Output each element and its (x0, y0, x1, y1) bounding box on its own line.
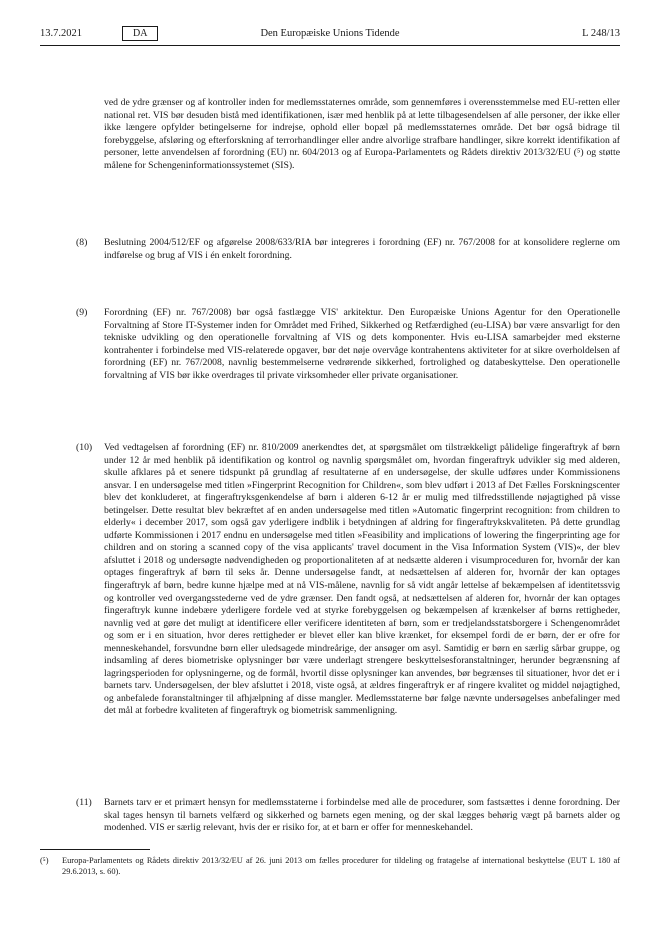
paragraph-continuation: ved de ydre grænser og af kontroller inden for medlemsstaternes område, som gennemføres i overensstemmelse med EU-retten eller national ret. VIS bør desuden bistå med identifikationen, især med henblik på at lette tilbagesendelsen af alle personer, der ikke eller ikke længere opfylder betingelserne for indrejse, ophold eller bopæl på medlemsstaternes område. Det bør også bidrage til forebyggelse, afsløring og efterforskning af terrorhandlinger eller andre alvorlige strafbare handlinger, sikre korrekt identifikation af personer, lette anvendelsen af forordning (EU) nr. 604/2013 og af Europa-Parlamentets og Rådets direktiv 2013/32/EU (⁵) og støtte målene for Schengeninformationssystemet (SIS). (104, 97, 620, 171)
footnote-mark: (⁵) (40, 856, 49, 865)
page-reference: L 248/13 (582, 28, 620, 39)
page-header (40, 26, 620, 42)
paragraph-11: Barnets tarv er et primært hensyn for medlemsstaterne i forbindelse med alle de procedurer, som fastsættes i denne forordning. Der skal tages hensyn til barnets velfærd og sikkerhed og barnets egen mening, og der skal lægges behørig vægt på barnets alder og modenhed. VIS er særlig relevant, hvis der er risiko for, at et barn er offer for menneskehandel. (104, 797, 620, 834)
paragraph-10: Ved vedtagelsen af forordning (EF) nr. 810/2009 anerkendtes det, at spørgsmålet om tilstrækkeligt pålidelige fingeraftryk af børn under 12 år med henblik på identifikation og kontrol og navnlig spørgsmålet om, hvordan fingeraftryk udvikler sig med alderen, skulle afklares på et senere tidspunkt på grundlag af resultaterne af en undersøgelse, der skulle udføres under Kommissionens ansvar. I en undersøgelse med titlen »Fingerprint Recognition for Children«, som blev udført i 2013 af Det Fælles Forskningscenter blev det konkluderet, at fingeraftryksgenkendelse af børn i alderen 6-12 år er mulig med tilfredsstillende nøjagtighed på visse betingelser. Dette resultat blev bekræftet af en anden undersøgelse med titlen »Automatic fingerprint recognition: from children to elderly« i december 2017, som også gav yderligere indblik i betydningen af aldring for fingeraftrykskvaliteten. På dette grundlag udførte Kommissionen i 2017 endnu en undersøgelse med titlen »Feasibility and implications of lowering the fingerprinting age for children and on storing a scanned copy of the visa applicants' travel document in the Visa Information System (VIS)«, der blev afsluttet i 2018 og undersøgte nødvendigheden og proportionaliteten af at nedsætte alderen i visumproceduren for, hvornår der kan optages fingeraftryk af børn til seks år. Denne undersøgelse fandt, at nedsættelsen af alderen for, hvornår der kan optages fingeraftryk af børn, bedre kunne hjælpe med at nå VIS-målene, navnlig for så vidt angår lettelse af bekæmpelsen af identitetssvig og kontroller ved overgangsstederne ved de ydre grænser. Den fandt også, at nedsættelsen af alderen for, hvornår der kan optages fingeraftryk kunne indebære yderligere fordele ved at styrke forebyggelsen og bekæmpelsen af krænkelser af børns rettigheder, navnlig ved at gøre det muligt at identificere eller verificere identiteten af børn, som er tredjelandsstatsborgere i Schengenområdet og som er i en situation, hvor deres rettigheder er blevet eller kan blive krænket, for eksempel fordi de er børn, der er ofre for menneskehandel, forsvundne børn eller uledsagede mindreårige, der ansøger om asyl. Samtidig er børn en særlig sårbar gruppe, og indsamling af deres biometriske oplysninger bør være underlagt strengere beskyttelsesforanstaltninger, herunder begrænsning af lagringsperioden for oplysningerne, og de formål, hvortil disse oplysninger kan anvendes, bør begrænses til situationer, hvor det er i barnets tarv. Undersøgelsen, der blev afsluttet i 2018, viste også, at ældres fingeraftryk er af ringere kvalitet og middel nøjagtighed, og anbefalede foranstaltninger til afhjælpning af disse mangler. Medlemsstaterne bør følge nævnte undersøgelses anbefalinger med det mål at forbedre kvaliteten af fingeraftryk og biometrisk sammenligning. (104, 442, 620, 717)
footnote-text: Europa-Parlamentets og Rådets direktiv 2013/32/EU af 26. juni 2013 om fælles procedurer for tildeling og fratagelse af international beskyttelse (EUT L 180 af 29.6.2013, s. 60). (62, 856, 620, 876)
paragraph-9: Forordning (EF) nr. 767/2008) bør også fastlægge VIS' arkitektur. Den Europæiske Unions Agentur for den Operationelle Forvaltning af Store IT-Systemer inden for Området med Frihed, Sikkerhed og Retfærdighed (eu-LISA) bør være ansvarligt for den tekniske udvikling og den operationelle forvaltning af VIS og dets komponenter. Hvis eu-LISA samarbejder med eksterne kontrahenter i forbindelse med VIS-relaterede opgaver, bør det nøje overvåge kontrahentens aktiviteter for at sikre overholdelsen af forordning (EF) nr. 767/2008, navnlig bestemmelserne vedrørende sikkerhed, fortrolighed og databeskyttelse. Den operationelle forvaltning af VIS bør ikke overdrages til private virksomheder eller private organisationer. (104, 307, 620, 381)
language-badge: DA (122, 26, 158, 41)
journal-title: Den Europæiske Unions Tidende (260, 28, 400, 39)
paragraph-number-8: (8) (76, 237, 88, 248)
paragraph-number-10: (10) (76, 442, 93, 453)
paragraph-8: Beslutning 2004/512/EF og afgørelse 2008/633/RIA bør integreres i forordning (EF) nr. 767/2008 for at konsolidere reglerne om indførelse og brug af VIS i én enkelt forordning. (104, 237, 620, 261)
footnote-rule (40, 849, 150, 850)
header-rule (40, 45, 620, 46)
paragraph-number-11: (11) (76, 797, 92, 808)
paragraph-number-9: (9) (76, 307, 88, 318)
publication-date: 13.7.2021 (40, 28, 82, 39)
